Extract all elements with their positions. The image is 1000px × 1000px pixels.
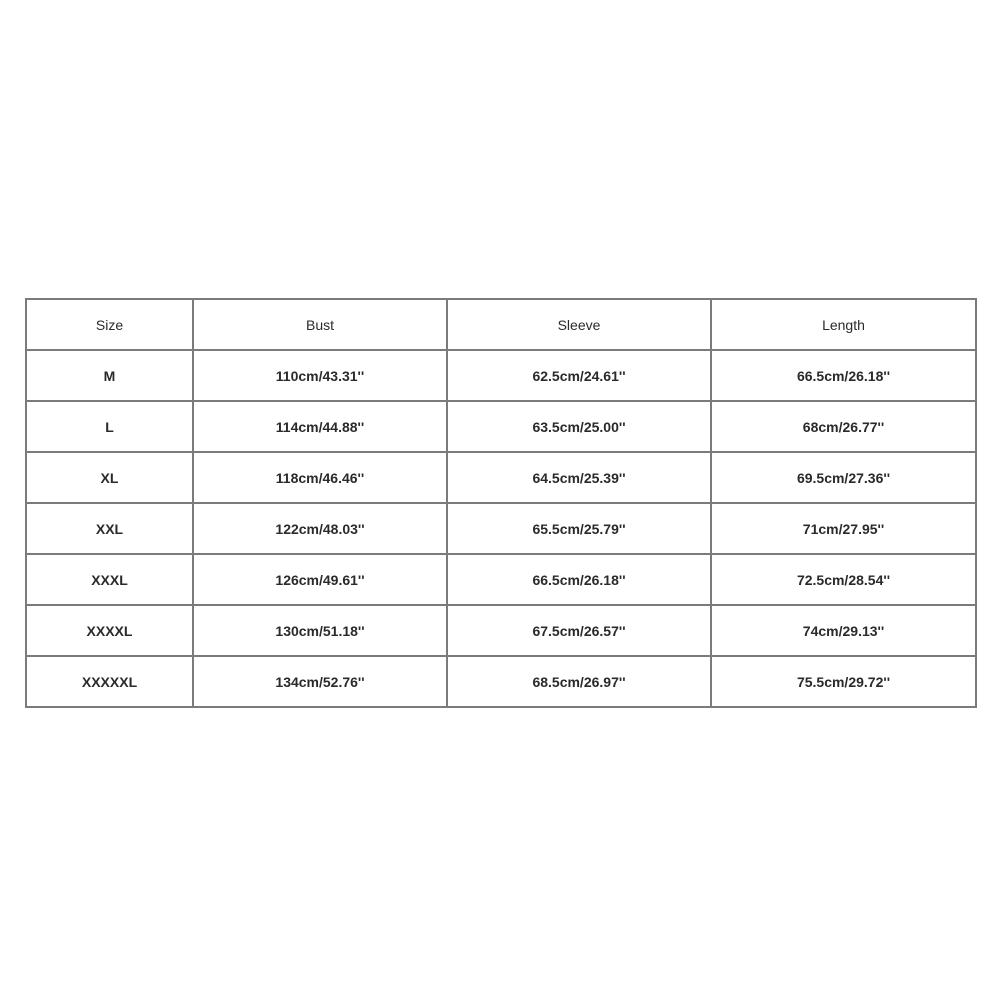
cell-length: 69.5cm/27.36'' — [711, 452, 976, 503]
table-row — [26, 554, 976, 605]
cell-size: M — [26, 350, 193, 401]
cell-bust: 134cm/52.76'' — [193, 656, 447, 707]
cell-size: XL — [26, 452, 193, 503]
table-row — [26, 350, 976, 401]
header-length: Length — [711, 299, 976, 350]
table-header-row — [26, 299, 976, 350]
cell-bust: 122cm/48.03'' — [193, 503, 447, 554]
cell-sleeve: 68.5cm/26.97'' — [447, 656, 711, 707]
table-row — [26, 452, 976, 503]
header-bust: Bust — [193, 299, 447, 350]
cell-bust: 126cm/49.61'' — [193, 554, 447, 605]
cell-length: 75.5cm/29.72'' — [711, 656, 976, 707]
cell-size: L — [26, 401, 193, 452]
cell-sleeve: 66.5cm/26.18'' — [447, 554, 711, 605]
header-size: Size — [26, 299, 193, 350]
cell-sleeve: 64.5cm/25.39'' — [447, 452, 711, 503]
cell-bust: 118cm/46.46'' — [193, 452, 447, 503]
cell-sleeve: 67.5cm/26.57'' — [447, 605, 711, 656]
cell-size: XXXL — [26, 554, 193, 605]
cell-sleeve: 63.5cm/25.00'' — [447, 401, 711, 452]
cell-bust: 110cm/43.31'' — [193, 350, 447, 401]
header-sleeve: Sleeve — [447, 299, 711, 350]
cell-sleeve: 62.5cm/24.61'' — [447, 350, 711, 401]
cell-size: XXXXXL — [26, 656, 193, 707]
cell-length: 66.5cm/26.18'' — [711, 350, 976, 401]
table-row — [26, 656, 976, 707]
table-row — [26, 605, 976, 656]
table-row — [26, 401, 976, 452]
table-row — [26, 503, 976, 554]
cell-length: 68cm/26.77'' — [711, 401, 976, 452]
cell-length: 74cm/29.13'' — [711, 605, 976, 656]
cell-sleeve: 65.5cm/25.79'' — [447, 503, 711, 554]
cell-bust: 130cm/51.18'' — [193, 605, 447, 656]
cell-size: XXL — [26, 503, 193, 554]
cell-length: 71cm/27.95'' — [711, 503, 976, 554]
cell-length: 72.5cm/28.54'' — [711, 554, 976, 605]
cell-bust: 114cm/44.88'' — [193, 401, 447, 452]
size-chart-table — [25, 298, 977, 708]
cell-size: XXXXL — [26, 605, 193, 656]
